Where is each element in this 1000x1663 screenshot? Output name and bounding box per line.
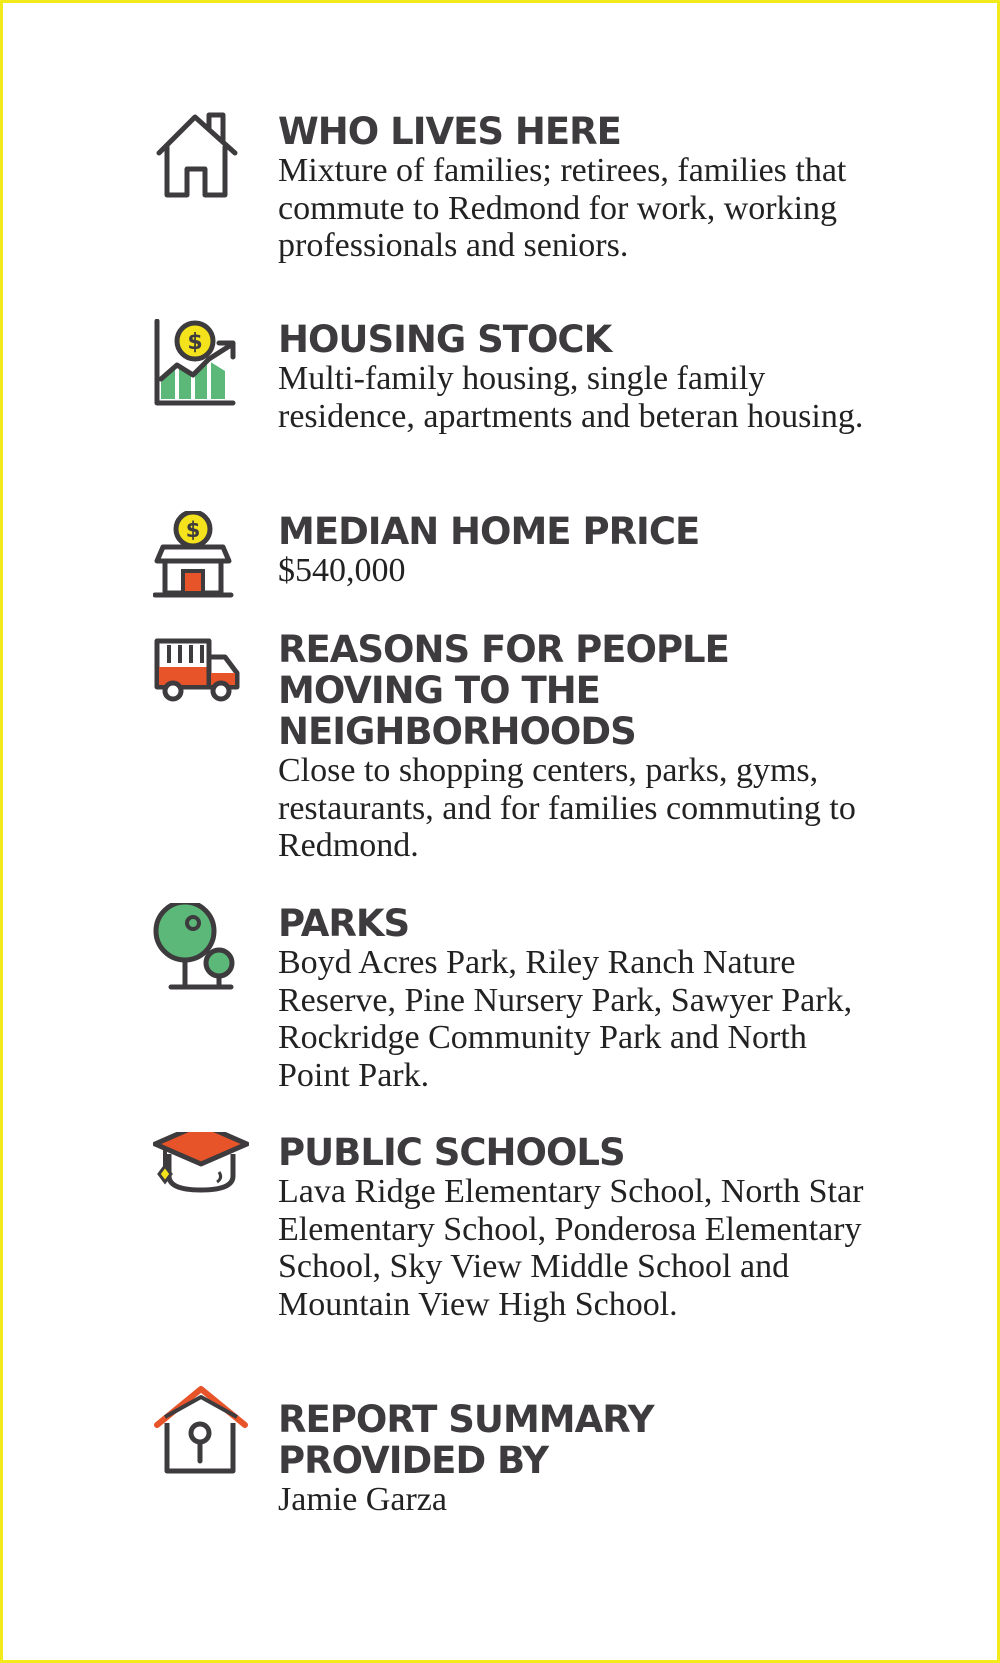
item-heading: HOUSING STOCK — [278, 318, 612, 361]
park-trees-icon — [153, 903, 249, 999]
moving-truck-icon — [153, 629, 249, 725]
house-key-icon — [153, 1385, 249, 1481]
item-description: $540,000 — [278, 552, 406, 589]
house-outline-icon — [153, 111, 249, 207]
item-description: Close to shopping centers, parks, gyms, restaurants, and for families commuting to Redmond. — [278, 752, 856, 864]
item-description: Jamie Garza — [278, 1481, 447, 1518]
item-heading: WHO LIVES HERE — [278, 110, 621, 153]
item-description: Multi-family housing, single family residence, apartments and beteran housing. — [278, 360, 864, 435]
item-heading: PARKS — [278, 902, 410, 945]
svg-text:$: $ — [185, 518, 201, 542]
item-heading: MEDIAN HOME PRICE — [278, 510, 700, 553]
item-heading: REASONS FOR PEOPLE MOVING TO THE NEIGHBORHOODS — [278, 628, 729, 753]
item-heading: PUBLIC SCHOOLS — [278, 1131, 625, 1174]
svg-text:$: $ — [187, 330, 203, 355]
item-heading: REPORT SUMMARY PROVIDED BY — [278, 1398, 654, 1482]
item-description: Mixture of families; retirees, families that commute to Redmond for work, working professionals and seniors. — [278, 152, 847, 264]
item-description: Boyd Acres Park, Riley Ranch Nature Reserve, Pine Nursery Park, Sawyer Park, Rockridge Community Park and North Point Park. — [278, 944, 853, 1094]
growth-chart-dollar-icon — [153, 319, 249, 415]
graduation-cap-icon — [153, 1132, 249, 1228]
store-dollar-icon — [153, 511, 249, 607]
item-description: Lava Ridge Elementary School, North Star Elementary School, Ponderosa Elementary School, Sky View Middle School and Mountain View High School. — [278, 1173, 864, 1323]
